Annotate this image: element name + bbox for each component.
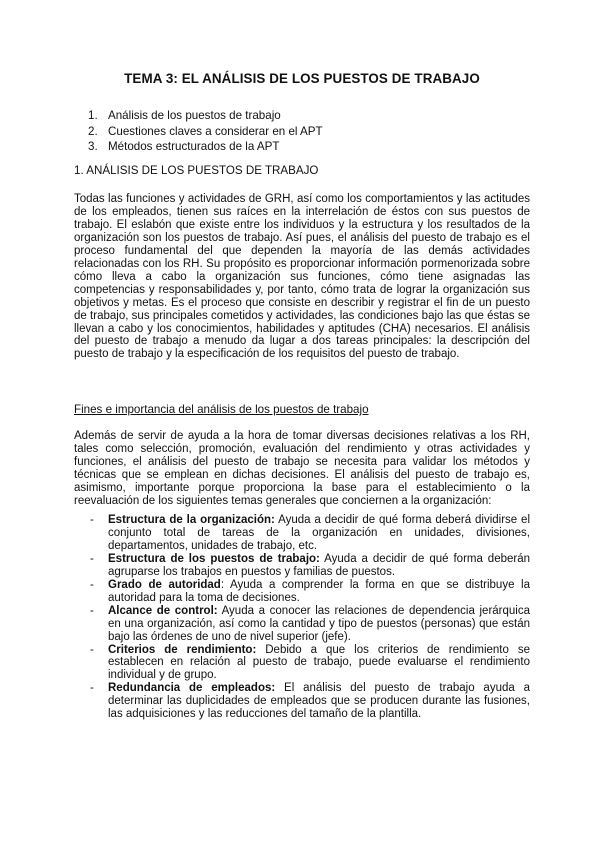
paragraph-purpose: Además de servir de ayuda a la hora de tomar diversas decisiones relativas a los RH, tales como selección, promoción, evaluación del rendimiento y otras actividades y funciones, el análisis del puesto de trabajo se necesita para validar los métodos y técnicas que se emplean en dichas decisiones. El análisis del puesto de trabajo es, asimismo, importante porque proporciona la base para el establecimiento o la reevaluación de los siguientes temas generales que conciernen a la organización: xyxy=(74,430,530,507)
bullet-text: Ayuda a decidir de qué forma deberán agruparse los trabajos en puestos y familias de puestos. xyxy=(108,552,531,578)
bullet-list xyxy=(74,514,530,721)
list-item xyxy=(74,644,530,683)
toc-item xyxy=(88,139,323,155)
bullet-dash: - xyxy=(90,578,94,591)
bullet-dash: - xyxy=(90,514,94,526)
bullet-text: Debido a que los criterios de rendimiento se establecen en relación al puesto de trabajo, puede evaluarse el rendimiento individual y de grupo. xyxy=(108,643,530,682)
toc-number: 1. xyxy=(88,109,98,122)
paragraph-intro: Todas las funciones y actividades de GRH, así como los comportamientos y las actitudes de los empleados, tienen sus raíces en la interrelación de éstos con sus puestos de trabajo. El eslabón que existe entre los individuos y la estructura y los resultados de la organización son los puestos de trabajo. Así pues, el análisis del puesto de trabajo es el proceso fundamental del que dependen la mayoría de las demás actividades relacionadas con los RH. Su propósito es proporcionar información pormenorizada sobre cómo lleva a cabo la organización sus funciones, cómo tiene asignadas las competencias y responsabilidades y, por tanto, cómo trata de lograr la organización sus objetivos y metas. Es el proceso que consiste en describir y registrar el fin de un puesto de trabajo, sus principales cometidos y actividades, las condiciones bajo las que éstas se llevan a cabo y los conocimientos, habilidades y aptitudes (CHA) necesarios. El análisis del puesto de trabajo a menudo da lugar a dos tareas principales: la descripción del puesto de trabajo y la especificación de los requisitos del puesto de trabajo. xyxy=(74,193,530,361)
bullet-dash: - xyxy=(90,643,94,656)
bullet-dash: - xyxy=(90,552,94,565)
bullet-text: El análisis del puesto de trabajo ayuda a determinar las duplicidades de empleados que se producen durante las fusiones, las adquisiciones y las reducciones del tamaño de la plantilla. xyxy=(108,682,530,721)
toc-label: Cuestiones claves a considerar en el APT xyxy=(108,124,323,138)
list-item xyxy=(74,514,530,553)
bullet-text: : Ayuda a comprender la forma en que se distribuye la autoridad para la toma de decisiones. xyxy=(108,578,530,604)
toc-label: Análisis de los puestos de trabajo xyxy=(108,109,281,122)
list-item xyxy=(74,553,530,579)
subheading: Fines e importancia del análisis de los puestos de trabajo xyxy=(74,403,369,416)
bullet-term: Criterios de rendimiento: xyxy=(108,643,257,656)
table-of-contents xyxy=(88,108,323,155)
bullet-term: Estructura de la organización: xyxy=(108,514,275,526)
page-title: TEMA 3: EL ANÁLISIS DE LOS PUESTOS DE TRABAJO xyxy=(124,71,480,86)
bullet-term: Grado de autoridad xyxy=(108,578,221,591)
bullet-term: Redundancia de empleados: xyxy=(108,682,276,695)
toc-item xyxy=(88,108,323,124)
bullet-dash: - xyxy=(90,604,94,617)
bullet-dash: - xyxy=(90,682,94,695)
list-item xyxy=(74,605,530,644)
bullet-text: Ayuda a conocer las relaciones de dependencia jerárquica en una organización, así como la cantidad y tipo de puestos (personas) que están bajo las órdenes de uno de nivel superior (jefe). xyxy=(108,604,530,643)
bullet-text: Ayuda a decidir de qué forma deberá dividirse el conjunto total de tareas de la organización en unidades, divisiones, departamentos, unidades de trabajo, etc. xyxy=(108,514,530,552)
toc-label: Métodos estructurados de la APT xyxy=(108,140,280,154)
bullet-term: Alcance de control: xyxy=(108,604,218,617)
toc-number: 3. xyxy=(88,140,98,154)
toc-item xyxy=(88,124,323,140)
section-heading: 1. ANÁLISIS DE LOS PUESTOS DE TRABAJO xyxy=(74,164,319,177)
bullet-term: Estructura de los puestos de trabajo: xyxy=(108,552,320,565)
toc-number: 2. xyxy=(88,124,98,138)
list-item xyxy=(74,579,530,605)
list-item xyxy=(74,682,530,721)
